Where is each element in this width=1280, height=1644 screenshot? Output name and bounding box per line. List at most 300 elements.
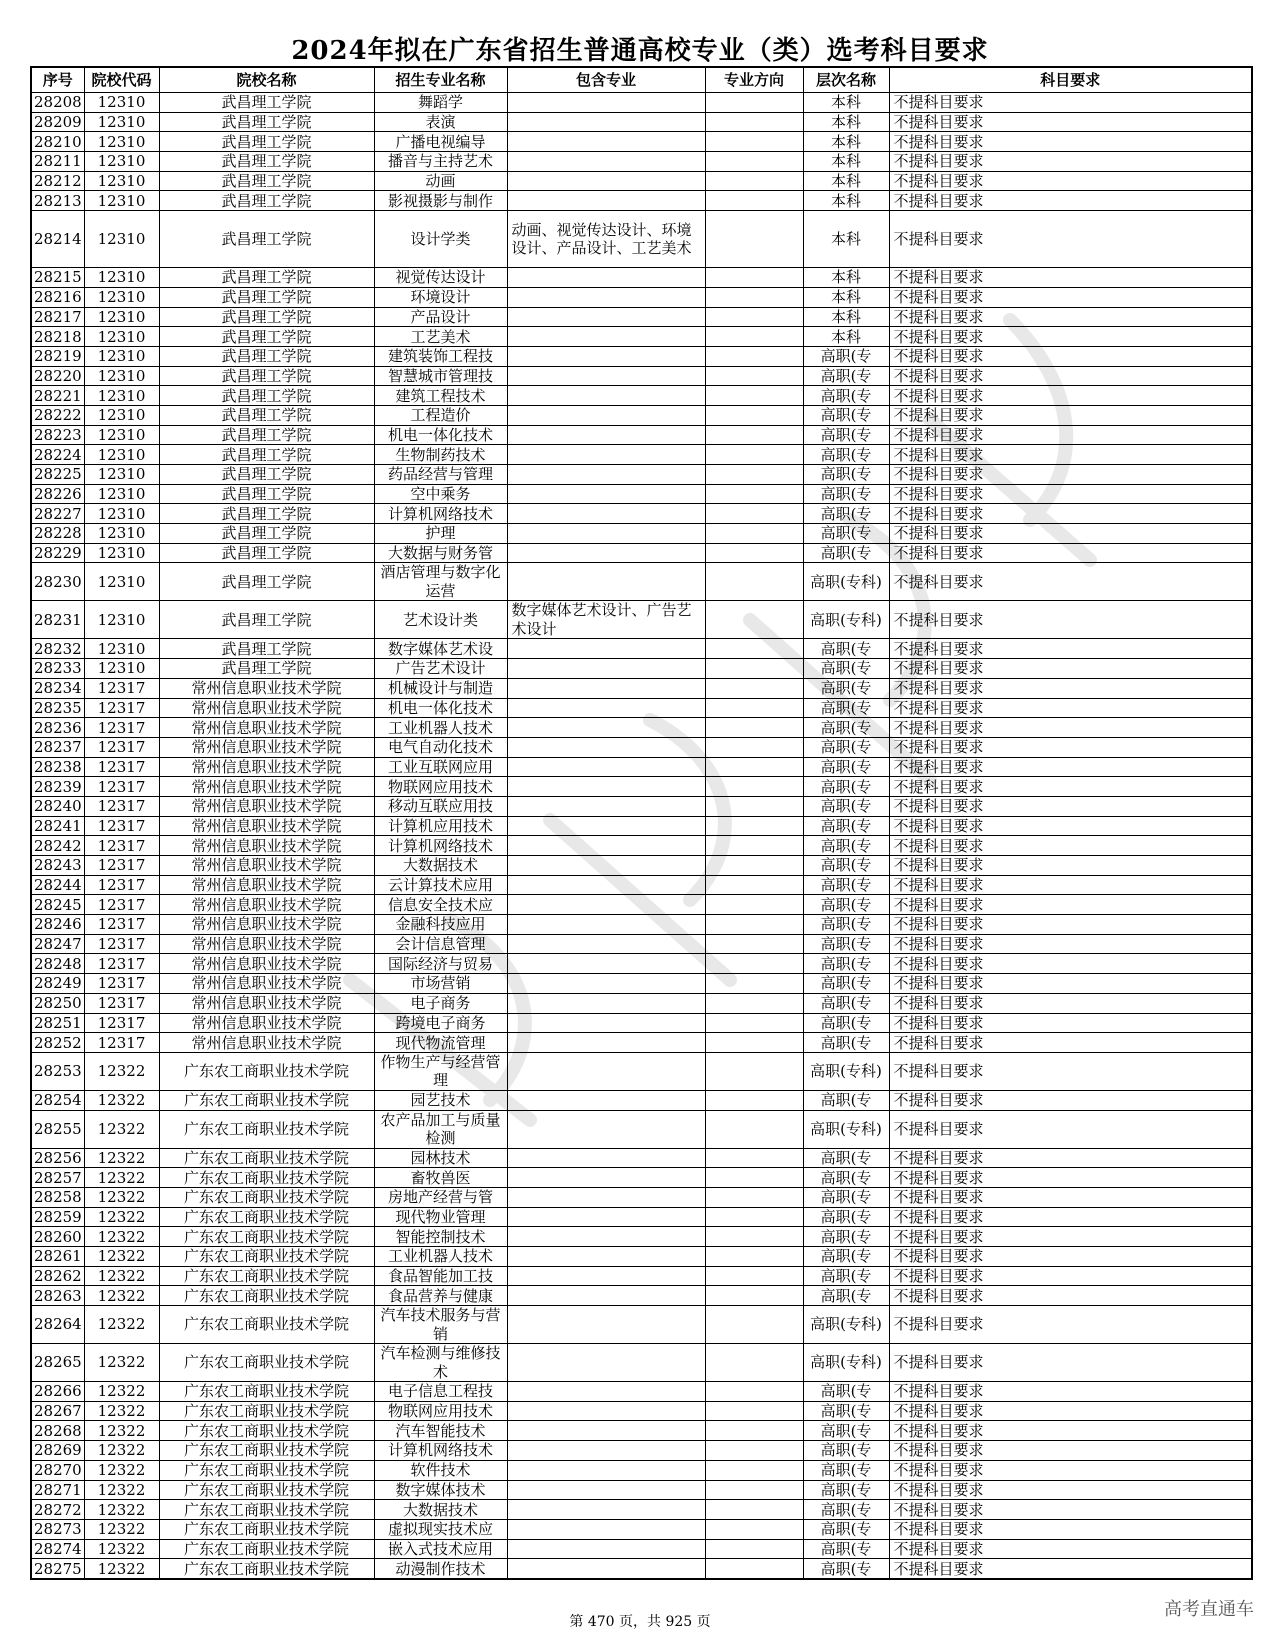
cell-subject-requirement: 不提科目要求 xyxy=(889,191,1252,211)
cell-subject-requirement: 不提科目要求 xyxy=(889,639,1252,659)
cell-school-name: 广东农工商职业技术学院 xyxy=(159,1207,374,1227)
cell-major-direction xyxy=(705,563,803,601)
table-row xyxy=(31,1110,1252,1148)
cell-major-direction xyxy=(705,132,803,152)
cell-level: 高职(专科) xyxy=(803,563,889,601)
cell-subject-requirement: 不提科目要求 xyxy=(889,112,1252,132)
cell-school-code: 12310 xyxy=(84,268,159,288)
table-row xyxy=(31,915,1252,935)
cell-seq: 28225 xyxy=(31,465,84,485)
cell-level: 高职(专 xyxy=(803,974,889,994)
cell-seq: 28264 xyxy=(31,1306,84,1344)
cell-subject-requirement: 不提科目要求 xyxy=(889,1148,1252,1168)
cell-school-code: 12317 xyxy=(84,1013,159,1033)
cell-major-direction xyxy=(705,268,803,288)
cell-major-name: 物联网应用技术 xyxy=(374,777,507,797)
cell-school-code: 12322 xyxy=(84,1187,159,1207)
cell-seq: 28254 xyxy=(31,1090,84,1110)
cell-included-majors xyxy=(507,1148,705,1168)
cell-subject-requirement: 不提科目要求 xyxy=(889,1033,1252,1053)
cell-included-majors xyxy=(507,366,705,386)
cell-school-name: 广东农工商职业技术学院 xyxy=(159,1090,374,1110)
cell-subject-requirement: 不提科目要求 xyxy=(889,895,1252,915)
cell-school-code: 12322 xyxy=(84,1480,159,1500)
cell-level: 高职(专 xyxy=(803,1090,889,1110)
cell-major-direction xyxy=(705,816,803,836)
cell-major-name: 动漫制作技术 xyxy=(374,1559,507,1579)
table-row xyxy=(31,211,1252,268)
cell-included-majors xyxy=(507,796,705,816)
cell-school-name: 广东农工商职业技术学院 xyxy=(159,1266,374,1286)
cell-school-name: 广东农工商职业技术学院 xyxy=(159,1559,374,1579)
table-row xyxy=(31,777,1252,797)
cell-level: 高职(专 xyxy=(803,678,889,698)
cell-level: 高职(专科) xyxy=(803,1306,889,1344)
cell-school-name: 广东农工商职业技术学院 xyxy=(159,1500,374,1520)
cell-level: 高职(专 xyxy=(803,465,889,485)
cell-school-name: 常州信息职业技术学院 xyxy=(159,737,374,757)
cell-major-direction xyxy=(705,152,803,172)
cell-major-direction xyxy=(705,112,803,132)
table-row xyxy=(31,678,1252,698)
cell-level: 高职(专 xyxy=(803,346,889,366)
cell-school-name: 武昌理工学院 xyxy=(159,405,374,425)
cell-major-name: 信息安全技术应 xyxy=(374,895,507,915)
cell-level: 高职(专 xyxy=(803,1559,889,1579)
cell-included-majors xyxy=(507,737,705,757)
cell-level: 本科 xyxy=(803,152,889,172)
cell-included-majors xyxy=(507,1500,705,1520)
cell-subject-requirement: 不提科目要求 xyxy=(889,1559,1252,1579)
cell-major-direction xyxy=(705,895,803,915)
cell-level: 高职(专科) xyxy=(803,1110,889,1148)
cell-school-name: 武昌理工学院 xyxy=(159,563,374,601)
cell-seq: 28224 xyxy=(31,445,84,465)
cell-level: 高职(专 xyxy=(803,895,889,915)
cell-included-majors xyxy=(507,386,705,406)
cell-school-code: 12310 xyxy=(84,366,159,386)
cell-school-name: 武昌理工学院 xyxy=(159,93,374,113)
cell-seq: 28245 xyxy=(31,895,84,915)
cell-level: 高职(专 xyxy=(803,1460,889,1480)
cell-major-name: 动画 xyxy=(374,171,507,191)
cell-school-code: 12317 xyxy=(84,993,159,1013)
cell-included-majors xyxy=(507,1480,705,1500)
cell-included-majors xyxy=(507,777,705,797)
cell-seq: 28258 xyxy=(31,1187,84,1207)
cell-seq: 28268 xyxy=(31,1421,84,1441)
cell-major-name: 计算机应用技术 xyxy=(374,816,507,836)
cell-included-majors xyxy=(507,974,705,994)
cell-school-code: 12310 xyxy=(84,524,159,544)
cell-major-name: 空中乘务 xyxy=(374,484,507,504)
cell-major-direction xyxy=(705,366,803,386)
cell-level: 高职(专 xyxy=(803,796,889,816)
cell-major-direction xyxy=(705,327,803,347)
cell-subject-requirement: 不提科目要求 xyxy=(889,777,1252,797)
cell-school-name: 广东农工商职业技术学院 xyxy=(159,1401,374,1421)
cell-included-majors xyxy=(507,93,705,113)
table-row xyxy=(31,465,1252,485)
cell-school-code: 12322 xyxy=(84,1421,159,1441)
cell-subject-requirement: 不提科目要求 xyxy=(889,1382,1252,1402)
cell-subject-requirement: 不提科目要求 xyxy=(889,1401,1252,1421)
column-header-includes: 包含专业 xyxy=(507,67,705,93)
column-header-direction: 专业方向 xyxy=(705,67,803,93)
cell-major-direction xyxy=(705,1519,803,1539)
cell-level: 高职(专 xyxy=(803,1539,889,1559)
table-row xyxy=(31,268,1252,288)
cell-major-direction xyxy=(705,1286,803,1306)
cell-major-name: 电子信息工程技 xyxy=(374,1382,507,1402)
table-row xyxy=(31,934,1252,954)
cell-school-code: 12322 xyxy=(84,1519,159,1539)
cell-major-name: 播音与主持艺术 xyxy=(374,152,507,172)
table-row xyxy=(31,1500,1252,1520)
cell-major-direction xyxy=(705,659,803,679)
cell-seq: 28256 xyxy=(31,1148,84,1168)
cell-major-direction xyxy=(705,737,803,757)
cell-school-name: 武昌理工学院 xyxy=(159,425,374,445)
cell-school-code: 12322 xyxy=(84,1539,159,1559)
table-row xyxy=(31,1168,1252,1188)
cell-seq: 28223 xyxy=(31,425,84,445)
cell-major-name: 生物制药技术 xyxy=(374,445,507,465)
cell-included-majors xyxy=(507,1539,705,1559)
table-row xyxy=(31,112,1252,132)
cell-included-majors xyxy=(507,445,705,465)
cell-school-name: 武昌理工学院 xyxy=(159,346,374,366)
cell-level: 高职(专 xyxy=(803,524,889,544)
cell-included-majors xyxy=(507,465,705,485)
cell-school-code: 12317 xyxy=(84,777,159,797)
cell-school-code: 12310 xyxy=(84,191,159,211)
cell-school-code: 12310 xyxy=(84,465,159,485)
cell-major-name: 金融科技应用 xyxy=(374,915,507,935)
cell-major-direction xyxy=(705,307,803,327)
cell-subject-requirement: 不提科目要求 xyxy=(889,287,1252,307)
cell-seq: 28235 xyxy=(31,698,84,718)
cell-seq: 28230 xyxy=(31,563,84,601)
cell-included-majors xyxy=(507,1401,705,1421)
cell-major-direction xyxy=(705,1207,803,1227)
cell-included-majors xyxy=(507,405,705,425)
cell-major-direction xyxy=(705,1559,803,1579)
cell-subject-requirement: 不提科目要求 xyxy=(889,856,1252,876)
cell-school-code: 12310 xyxy=(84,563,159,601)
cell-school-name: 广东农工商职业技术学院 xyxy=(159,1187,374,1207)
cell-seq: 28217 xyxy=(31,307,84,327)
cell-included-majors xyxy=(507,1559,705,1579)
cell-seq: 28246 xyxy=(31,915,84,935)
cell-school-name: 武昌理工学院 xyxy=(159,445,374,465)
cell-major-name: 产品设计 xyxy=(374,307,507,327)
cell-school-name: 武昌理工学院 xyxy=(159,484,374,504)
table-row xyxy=(31,1286,1252,1306)
cell-subject-requirement: 不提科目要求 xyxy=(889,1247,1252,1267)
cell-included-majors xyxy=(507,191,705,211)
cell-level: 高职(专 xyxy=(803,1266,889,1286)
table-row xyxy=(31,993,1252,1013)
cell-school-name: 武昌理工学院 xyxy=(159,327,374,347)
table-row xyxy=(31,171,1252,191)
cell-seq: 28262 xyxy=(31,1266,84,1286)
cell-major-name: 嵌入式技术应用 xyxy=(374,1539,507,1559)
cell-level: 本科 xyxy=(803,287,889,307)
column-header-major: 招生专业名称 xyxy=(374,67,507,93)
cell-level: 高职(专 xyxy=(803,1247,889,1267)
table-row xyxy=(31,543,1252,563)
cell-seq: 28274 xyxy=(31,1539,84,1559)
cell-level: 高职(专 xyxy=(803,698,889,718)
cell-major-direction xyxy=(705,698,803,718)
cell-level: 高职(专 xyxy=(803,1013,889,1033)
cell-level: 高职(专 xyxy=(803,1382,889,1402)
cell-school-name: 武昌理工学院 xyxy=(159,386,374,406)
cell-major-direction xyxy=(705,484,803,504)
cell-school-code: 12310 xyxy=(84,327,159,347)
cell-subject-requirement: 不提科目要求 xyxy=(889,405,1252,425)
cell-school-name: 广东农工商职业技术学院 xyxy=(159,1441,374,1461)
table-row xyxy=(31,1460,1252,1480)
cell-major-name: 智能控制技术 xyxy=(374,1227,507,1247)
cell-level: 高职(专 xyxy=(803,1187,889,1207)
cell-major-direction xyxy=(705,639,803,659)
cell-seq: 28220 xyxy=(31,366,84,386)
cell-school-code: 12317 xyxy=(84,816,159,836)
cell-school-name: 常州信息职业技术学院 xyxy=(159,777,374,797)
cell-school-code: 12322 xyxy=(84,1500,159,1520)
cell-major-name: 工艺美术 xyxy=(374,327,507,347)
cell-major-direction xyxy=(705,601,803,639)
cell-major-direction xyxy=(705,915,803,935)
cell-subject-requirement: 不提科目要求 xyxy=(889,934,1252,954)
cell-level: 高职(专 xyxy=(803,1033,889,1053)
cell-level: 高职(专 xyxy=(803,504,889,524)
cell-level: 本科 xyxy=(803,327,889,347)
cell-school-name: 武昌理工学院 xyxy=(159,171,374,191)
cell-major-name: 虚拟现实技术应 xyxy=(374,1519,507,1539)
cell-major-name: 电子商务 xyxy=(374,993,507,1013)
cell-seq: 28267 xyxy=(31,1401,84,1421)
table-row xyxy=(31,1266,1252,1286)
cell-level: 高职(专科) xyxy=(803,1344,889,1382)
cell-school-name: 武昌理工学院 xyxy=(159,543,374,563)
cell-school-name: 广东农工商职业技术学院 xyxy=(159,1460,374,1480)
cell-school-code: 12310 xyxy=(84,659,159,679)
table-row xyxy=(31,895,1252,915)
cell-subject-requirement: 不提科目要求 xyxy=(889,445,1252,465)
cell-school-code: 12310 xyxy=(84,346,159,366)
cell-subject-requirement: 不提科目要求 xyxy=(889,1286,1252,1306)
cell-major-direction xyxy=(705,1247,803,1267)
cell-major-name: 机电一体化技术 xyxy=(374,698,507,718)
cell-subject-requirement: 不提科目要求 xyxy=(889,211,1252,268)
cell-school-name: 常州信息职业技术学院 xyxy=(159,895,374,915)
table-row xyxy=(31,1519,1252,1539)
cell-school-name: 常州信息职业技术学院 xyxy=(159,1013,374,1033)
cell-included-majors: 数字媒体艺术设计、广告艺术设计 xyxy=(507,601,705,639)
cell-school-name: 常州信息职业技术学院 xyxy=(159,796,374,816)
cell-subject-requirement: 不提科目要求 xyxy=(889,974,1252,994)
cell-school-code: 12310 xyxy=(84,211,159,268)
cell-school-name: 常州信息职业技术学院 xyxy=(159,757,374,777)
table-row xyxy=(31,1559,1252,1579)
cell-major-direction xyxy=(705,1500,803,1520)
cell-school-code: 12317 xyxy=(84,915,159,935)
cell-included-majors xyxy=(507,1421,705,1441)
cell-school-code: 12310 xyxy=(84,543,159,563)
cell-major-direction xyxy=(705,974,803,994)
cell-major-name: 设计学类 xyxy=(374,211,507,268)
cell-major-name: 机械设计与制造 xyxy=(374,678,507,698)
cell-school-code: 12322 xyxy=(84,1207,159,1227)
cell-major-direction xyxy=(705,543,803,563)
cell-subject-requirement: 不提科目要求 xyxy=(889,796,1252,816)
cell-major-direction xyxy=(705,718,803,738)
cell-major-direction xyxy=(705,1382,803,1402)
cell-major-name: 数字媒体技术 xyxy=(374,1480,507,1500)
cell-major-name: 工业机器人技术 xyxy=(374,1247,507,1267)
cell-major-direction xyxy=(705,1168,803,1188)
cell-seq: 28215 xyxy=(31,268,84,288)
cell-school-name: 广东农工商职业技术学院 xyxy=(159,1306,374,1344)
cell-subject-requirement: 不提科目要求 xyxy=(889,465,1252,485)
cell-major-name: 园林技术 xyxy=(374,1148,507,1168)
cell-school-code: 12310 xyxy=(84,93,159,113)
cell-school-code: 12310 xyxy=(84,425,159,445)
cell-major-name: 市场营销 xyxy=(374,974,507,994)
cell-school-name: 广东农工商职业技术学院 xyxy=(159,1110,374,1148)
cell-major-direction xyxy=(705,954,803,974)
cell-level: 高职(专 xyxy=(803,1148,889,1168)
cell-level: 高职(专 xyxy=(803,1207,889,1227)
cell-school-code: 12310 xyxy=(84,112,159,132)
cell-included-majors xyxy=(507,698,705,718)
cell-major-name: 酒店管理与数字化运营 xyxy=(374,563,507,601)
cell-seq: 28273 xyxy=(31,1519,84,1539)
cell-level: 高职(专 xyxy=(803,639,889,659)
cell-major-name: 计算机网络技术 xyxy=(374,1441,507,1461)
page-footer: 第 470 页，共 925 页 xyxy=(569,1614,711,1630)
cell-seq: 28240 xyxy=(31,796,84,816)
cell-school-name: 常州信息职业技术学院 xyxy=(159,698,374,718)
cell-school-name: 武昌理工学院 xyxy=(159,287,374,307)
cell-school-name: 武昌理工学院 xyxy=(159,112,374,132)
cell-major-name: 畜牧兽医 xyxy=(374,1168,507,1188)
cell-major-direction xyxy=(705,504,803,524)
cell-school-code: 12322 xyxy=(84,1441,159,1461)
cell-school-name: 常州信息职业技术学院 xyxy=(159,915,374,935)
cell-school-name: 常州信息职业技术学院 xyxy=(159,974,374,994)
cell-major-direction xyxy=(705,875,803,895)
cell-level: 本科 xyxy=(803,171,889,191)
cell-major-direction xyxy=(705,465,803,485)
cell-included-majors xyxy=(507,1266,705,1286)
cell-level: 高职(专科) xyxy=(803,601,889,639)
cell-school-code: 12322 xyxy=(84,1401,159,1421)
cell-school-code: 12322 xyxy=(84,1460,159,1480)
cell-included-majors xyxy=(507,1382,705,1402)
cell-major-name: 软件技术 xyxy=(374,1460,507,1480)
brand-watermark: 高考直通车 xyxy=(1164,1599,1254,1620)
cell-major-name: 计算机网络技术 xyxy=(374,836,507,856)
cell-major-name: 食品营养与健康 xyxy=(374,1286,507,1306)
cell-major-direction xyxy=(705,1539,803,1559)
cell-included-majors xyxy=(507,504,705,524)
cell-school-code: 12317 xyxy=(84,796,159,816)
cell-major-name: 食品智能加工技 xyxy=(374,1266,507,1286)
cell-subject-requirement: 不提科目要求 xyxy=(889,366,1252,386)
cell-subject-requirement: 不提科目要求 xyxy=(889,307,1252,327)
cell-seq: 28236 xyxy=(31,718,84,738)
cell-major-direction xyxy=(705,287,803,307)
cell-school-code: 12317 xyxy=(84,737,159,757)
cell-included-majors xyxy=(507,484,705,504)
cell-school-name: 武昌理工学院 xyxy=(159,601,374,639)
cell-level: 高职(专 xyxy=(803,1519,889,1539)
cell-school-name: 广东农工商职业技术学院 xyxy=(159,1519,374,1539)
cell-level: 本科 xyxy=(803,191,889,211)
cell-school-name: 武昌理工学院 xyxy=(159,639,374,659)
table-row xyxy=(31,836,1252,856)
table-row xyxy=(31,1227,1252,1247)
cell-level: 高职(专 xyxy=(803,737,889,757)
table-row xyxy=(31,1344,1252,1382)
cell-major-name: 移动互联应用技 xyxy=(374,796,507,816)
table-row xyxy=(31,737,1252,757)
cell-seq: 28211 xyxy=(31,152,84,172)
cell-seq: 28251 xyxy=(31,1013,84,1033)
cell-included-majors: 动画、视觉传达设计、环境设计、产品设计、工艺美术 xyxy=(507,211,705,268)
cell-subject-requirement: 不提科目要求 xyxy=(889,601,1252,639)
cell-school-code: 12317 xyxy=(84,757,159,777)
table-row xyxy=(31,287,1252,307)
cell-level: 高职(专 xyxy=(803,1401,889,1421)
cell-subject-requirement: 不提科目要求 xyxy=(889,425,1252,445)
cell-level: 高职(专 xyxy=(803,445,889,465)
cell-included-majors xyxy=(507,1033,705,1053)
cell-seq: 28214 xyxy=(31,211,84,268)
cell-included-majors xyxy=(507,1460,705,1480)
cell-seq: 28250 xyxy=(31,993,84,1013)
cell-seq: 28263 xyxy=(31,1286,84,1306)
cell-seq: 28228 xyxy=(31,524,84,544)
cell-subject-requirement: 不提科目要求 xyxy=(889,1110,1252,1148)
cell-major-name: 农产品加工与质量检测 xyxy=(374,1110,507,1148)
table-row xyxy=(31,1187,1252,1207)
cell-major-direction xyxy=(705,405,803,425)
table-row xyxy=(31,191,1252,211)
cell-major-name: 影视摄影与制作 xyxy=(374,191,507,211)
cell-major-name: 药品经营与管理 xyxy=(374,465,507,485)
cell-major-direction xyxy=(705,757,803,777)
cell-major-name: 工业互联网应用 xyxy=(374,757,507,777)
cell-major-name: 舞蹈学 xyxy=(374,93,507,113)
cell-school-name: 广东农工商职业技术学院 xyxy=(159,1344,374,1382)
table-header-row xyxy=(31,67,1252,93)
cell-school-name: 常州信息职业技术学院 xyxy=(159,816,374,836)
cell-school-code: 12317 xyxy=(84,974,159,994)
cell-level: 高职(专 xyxy=(803,954,889,974)
cell-major-direction xyxy=(705,1227,803,1247)
cell-seq: 28275 xyxy=(31,1559,84,1579)
cell-major-direction xyxy=(705,171,803,191)
table-row xyxy=(31,563,1252,601)
cell-school-code: 12317 xyxy=(84,698,159,718)
table-row xyxy=(31,954,1252,974)
cell-subject-requirement: 不提科目要求 xyxy=(889,1187,1252,1207)
